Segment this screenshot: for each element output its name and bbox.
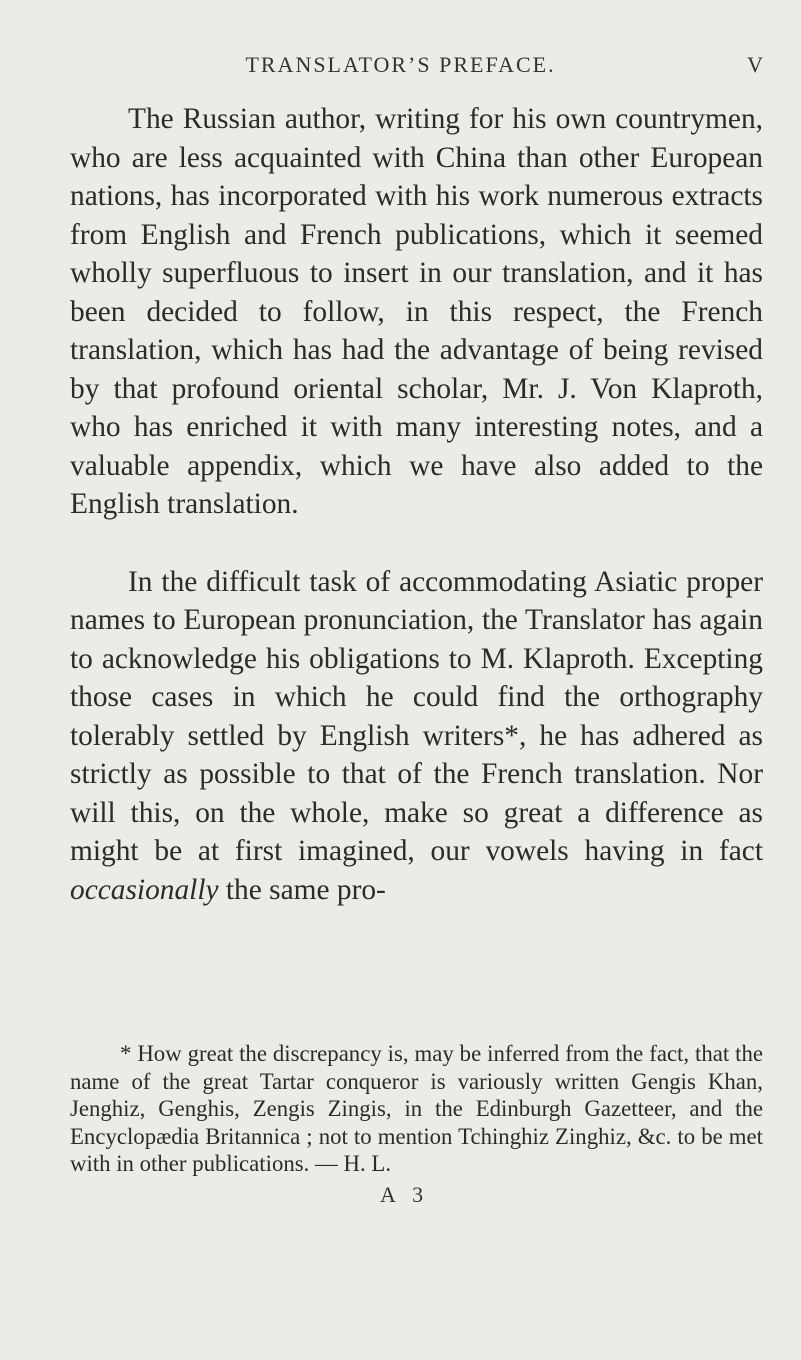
paragraph-2-italic: occasionally [70,873,219,906]
footnote: * How great the discrepancy is, may be inferred from the fact, that the name of the great Tartar conqueror is variously written Gengis Khan, Jenghiz, Genghis, Zengis Zingis, in the Edinburgh Gazetteer, and the Encyclopædia Britannica ; not to mention Tchinghiz Zinghiz, &c. to be met with in other publications. — H. L. [70,1041,763,1176]
page-header [0,48,801,88]
paragraph-2-text: In the difficult task of accommodating Asiatic proper names to European pronunciation, the Translator has again to acknowledge his obligations to M. Klaproth. Excepting those cases in which he could find the orthography tolerably settled by English writers*, he has adhered as strictly as possible to that of the French translation. Nor will this, on the whole, make so great a difference as might be at first imagined, our vowels having in fact [70,565,763,867]
running-head: TRANSLATOR’S PREFACE. [245,52,556,77]
paragraph-2-tail: the same pro- [218,873,386,906]
paragraph-1: The Russian author, writing for his own countrymen, who are less acquainted with China than other European nations, has incorporated with his work numerous extracts from English and French publications, which it seemed wholly superfluous to insert in our translation, and it has been decided to follow, in this respect, the French translation, which has had the advantage of being revised by that profound oriental scholar, Mr. J. Von Klaproth, who has enriched it with many interesting notes, and a valuable appendix, which we have also added to the English translation. [70,103,763,520]
paragraph-2 [70,563,763,910]
page-number: V [747,52,763,77]
signature-mark: A 3 [380,1182,430,1207]
body-text [70,100,763,909]
